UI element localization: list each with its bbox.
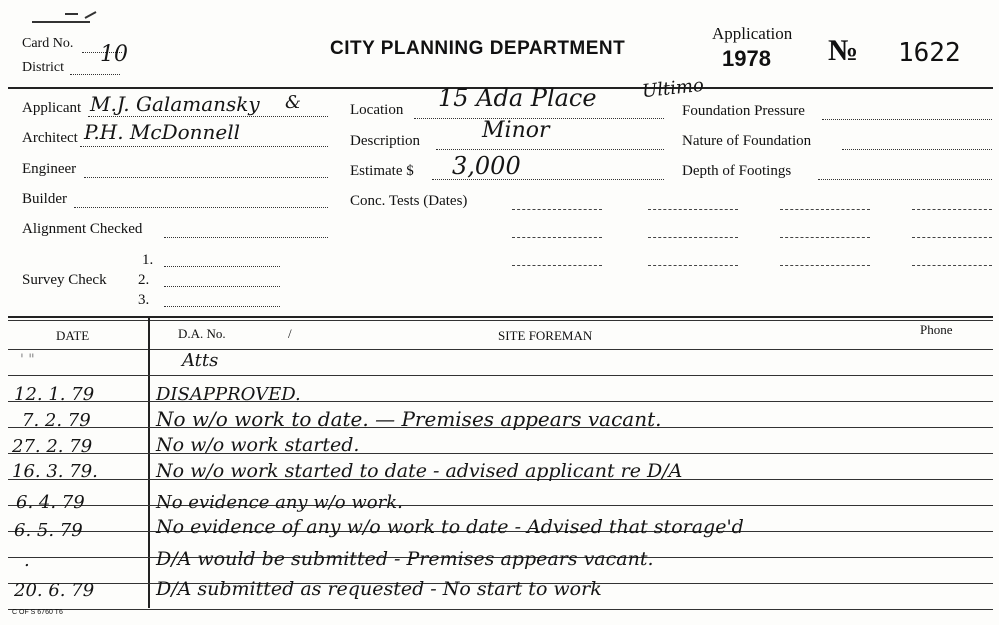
estimate-value: 3,000 (452, 152, 521, 180)
form-code: C OF S 6760 T6 (12, 609, 63, 616)
department-title: CITY PLANNING DEPARTMENT (330, 38, 626, 59)
survey-item-3: 3. (138, 292, 150, 308)
location-value: 15 Ada Place (438, 84, 597, 112)
description-value: Minor (482, 118, 550, 143)
log-row-date: 12. 1. 79 (14, 384, 95, 405)
site-foreman-header: SITE FOREMAN (498, 328, 593, 343)
da-slash: / (288, 326, 292, 341)
applicant-amp: & (285, 92, 302, 113)
date-header: DATE (56, 328, 90, 343)
stamp-scribble-icon (30, 8, 100, 28)
log-row-entry: D/A submitted as requested - No start to work (156, 578, 602, 600)
description-label: Description (350, 133, 420, 149)
log-row-entry: No w/o work to date. — Premises appears vacant. (156, 407, 662, 431)
alignment-label: Alignment Checked (22, 221, 143, 237)
card-no-label: Card No. (22, 36, 74, 51)
nature-of-foundation-label: Nature of Foundation (682, 133, 812, 149)
log-row-date: 16. 3. 79. (12, 461, 98, 482)
table-top-rule (8, 316, 993, 318)
application-year: 1978 (722, 46, 771, 71)
survey-label: Survey Check (22, 272, 107, 288)
log-row-entry: No evidence of any w/o work to date - Advised that storage'd (156, 516, 744, 538)
engineer-label: Engineer (22, 161, 77, 177)
log-row-entry: No w/o work started to date - advised applicant re D/A (156, 460, 683, 482)
da-no-header: D.A. No. (178, 326, 226, 341)
faded-date: ' " (20, 352, 35, 368)
architect-label: Architect (22, 130, 78, 146)
application-number: 1622 (898, 38, 961, 68)
phone-header: Phone (920, 322, 953, 337)
builder-label: Builder (22, 191, 67, 207)
architect-value: P.H. McDonnell (84, 120, 241, 144)
district-label: District (22, 60, 64, 75)
log-row-date: 6. 4. 79 (16, 492, 85, 513)
estimate-label: Estimate $ (350, 163, 414, 179)
log-row-date: 6. 5. 79 (14, 520, 83, 541)
log-row-date: 20. 6. 79 (14, 580, 95, 601)
application-label: Application (712, 24, 793, 43)
conc-tests-label: Conc. Tests (Dates) (350, 193, 468, 209)
foundation-pressure-label: Foundation Pressure (682, 103, 805, 119)
log-row-entry: DISAPPROVED. (156, 384, 301, 405)
applicant-label: Applicant (22, 100, 82, 116)
log-row-date: 7. 2. 79 (22, 410, 91, 431)
log-row-date-mark: . (24, 550, 30, 571)
survey-item-2: 2. (138, 272, 150, 288)
log-row-date: 27. 2. 79 (12, 436, 93, 457)
depth-of-footings-label: Depth of Footings (682, 163, 792, 179)
survey-item-1: 1. (142, 252, 154, 268)
location-extra: Ultimo (641, 74, 705, 103)
date-column-divider (148, 318, 150, 608)
log-row-entry: No w/o work started. (156, 434, 360, 456)
number-symbol: № (828, 34, 859, 67)
applicant-value: M.J. Galamansky (90, 92, 260, 116)
log-row-entry: No evidence any w/o work. (156, 492, 403, 513)
card-no-value: 10 (100, 42, 128, 67)
log-row-entry: D/A would be submitted - Premises appears vacant. (156, 548, 654, 570)
location-label: Location (350, 102, 404, 118)
da-value: Atts (182, 350, 219, 371)
